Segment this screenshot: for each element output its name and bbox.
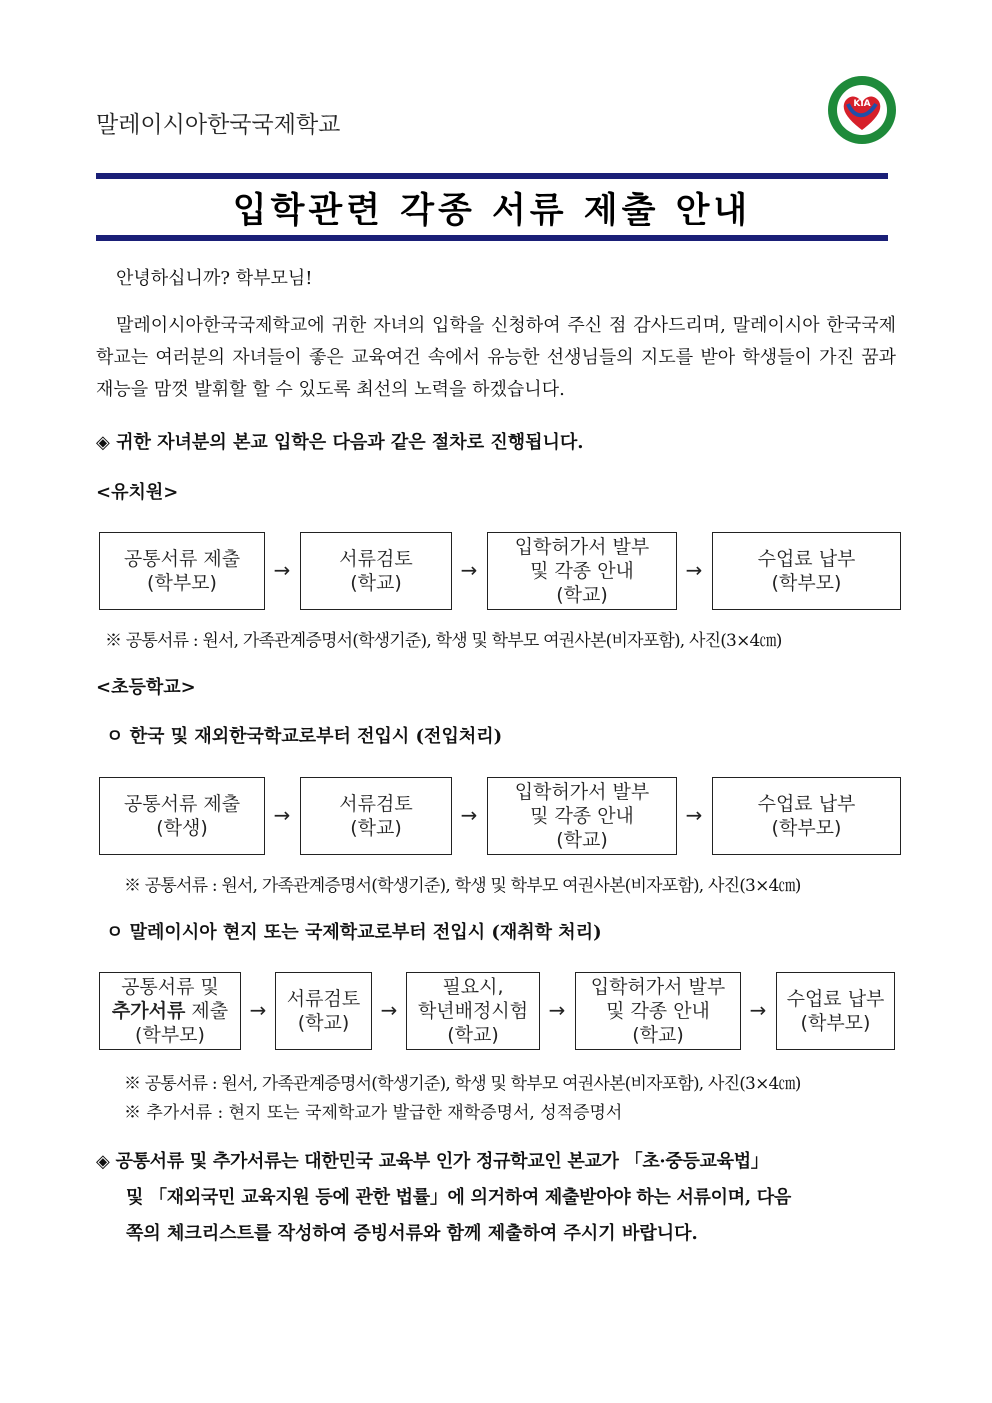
final-note-line1: ◈ 공통서류 및 추가서류는 대한민국 교육부 인가 정규학교인 본교가 「초·중등교육법」 bbox=[96, 1151, 769, 1172]
kg-step-1-line1: 공통서류 제출 bbox=[123, 548, 241, 570]
arrow: → bbox=[749, 998, 767, 1022]
elem2-step-2-line1: 서류검토 bbox=[286, 988, 361, 1010]
page-title: 입학관련 각종 서류 제출 안내 bbox=[232, 191, 752, 231]
kg-step-1 bbox=[99, 532, 265, 610]
elem2-step-1-line3: (학부모) bbox=[135, 1024, 205, 1046]
arrow: → bbox=[685, 558, 703, 582]
elem1-step-2-line2: (학교) bbox=[350, 817, 402, 839]
arrow: → bbox=[460, 803, 478, 827]
arrow: → bbox=[460, 558, 478, 582]
elem2-step-5-line2: (학부모) bbox=[800, 1012, 871, 1034]
elem1-step-4 bbox=[712, 777, 901, 855]
arrow: → bbox=[548, 998, 566, 1022]
kg-step-4 bbox=[712, 532, 901, 610]
elem2-step-4 bbox=[575, 972, 741, 1050]
kg-step-3-line3: (학교) bbox=[556, 584, 608, 606]
elem2-step-1 bbox=[99, 972, 241, 1050]
arrow: → bbox=[273, 558, 291, 582]
elem1-step-3 bbox=[487, 777, 677, 855]
kg-note: ※ 공통서류 : 원서, 가족관계증명서(학생기준), 학생 및 학부모 여권사본(비자포함), 사진(3×4㎝) bbox=[105, 631, 782, 651]
elem1-note: ※ 공통서류 : 원서, 가족관계증명서(학생기준), 학생 및 학부모 여권사본(비자포함), 사진(3×4㎝) bbox=[124, 876, 801, 896]
arrow: → bbox=[273, 803, 291, 827]
elem1-step-2 bbox=[300, 777, 452, 855]
elem2-step-3-line3: (학교) bbox=[447, 1024, 499, 1046]
kg-step-2-line2: (학교) bbox=[350, 572, 402, 594]
elem2-step-1-line1: 공통서류 및 bbox=[121, 976, 219, 998]
elem2-step-4-line2: 및 각종 안내 bbox=[606, 1000, 710, 1022]
extra-docs-emphasis: 추가서류 bbox=[111, 1000, 186, 1022]
arrow: → bbox=[380, 998, 398, 1022]
elem1-step-1 bbox=[99, 777, 265, 855]
school-name: 말레이시아한국국제학교 bbox=[96, 112, 341, 138]
elem1-step-1-line1: 공통서류 제출 bbox=[123, 793, 241, 815]
greeting: 안녕하십니까? 학부모님! bbox=[116, 268, 313, 289]
school-logo bbox=[826, 74, 898, 146]
kg-step-4-line2: (학부모) bbox=[771, 572, 842, 594]
kg-step-2-line1: 서류검토 bbox=[339, 548, 413, 570]
arrow: → bbox=[249, 998, 267, 1022]
elem2-step-5-line1: 수업료 납부 bbox=[786, 988, 885, 1010]
kg-step-4-line1: 수업료 납부 bbox=[757, 548, 856, 570]
title-rule-bottom bbox=[96, 235, 888, 241]
arrow: → bbox=[685, 803, 703, 827]
elem1-step-3-line3: (학교) bbox=[556, 829, 608, 851]
elem2-note-common: ※ 공통서류 : 원서, 가족관계증명서(학생기준), 학생 및 학부모 여권사본(비자포함), 사진(3×4㎝) bbox=[124, 1074, 801, 1094]
elem2-step-1-line2 bbox=[112, 999, 228, 1023]
elem1-step-3-line2: 및 각종 안내 bbox=[530, 805, 634, 827]
submit-text: 제출 bbox=[185, 1000, 229, 1022]
logo-mark: KIA bbox=[853, 99, 871, 109]
elem1-step-4-line2: (학부모) bbox=[771, 817, 842, 839]
kg-step-3 bbox=[487, 532, 677, 610]
elem1-step-4-line1: 수업료 납부 bbox=[757, 793, 856, 815]
kg-step-3-line1: 입학허가서 발부 bbox=[514, 536, 650, 558]
elem2-step-3-line2: 학년배정시험 bbox=[417, 1000, 529, 1022]
elem2-step-3-line1: 필요시, bbox=[442, 976, 504, 998]
kindergarten-label: <유치원> bbox=[96, 482, 179, 503]
elem2-step-4-line3: (학교) bbox=[632, 1024, 684, 1046]
procedure-heading: ◈ 귀한 자녀분의 본교 입학은 다음과 같은 절차로 진행됩니다. bbox=[96, 432, 584, 453]
elem2-step-3 bbox=[406, 972, 540, 1050]
elem1-step-2-line1: 서류검토 bbox=[339, 793, 413, 815]
elem-case2-heading: ㅇ 말레이시아 현지 또는 국제학교로부터 전입시 (재취학 처리) bbox=[106, 922, 602, 943]
elem2-step-2 bbox=[275, 972, 372, 1050]
final-note-line2: 및 「재외국민 교육지원 등에 관한 법률」에 의거하여 제출받아야 하는 서류이며, 다음 bbox=[126, 1187, 791, 1208]
elem2-step-4-line1: 입학허가서 발부 bbox=[590, 976, 726, 998]
final-note-line3: 쪽의 체크리스트를 작성하여 증빙서류와 함께 제출하여 주시기 바랍니다. bbox=[126, 1223, 698, 1244]
final-note bbox=[96, 1144, 896, 1252]
elementary-label: <초등학교> bbox=[96, 677, 196, 698]
intro-paragraph: 말레이시아한국국제학교에 귀한 자녀의 입학을 신청하여 주신 점 감사드리며, 말레이시아 한국국제학교는 여러분의 자녀들이 좋은 교육여건 속에서 유능한 선생님들의 지도를 받아 학생들이 가진 꿈과 재능을 맘껏 발휘할 할 수 있도록 최선의 노력을 하겠습니다. bbox=[96, 315, 896, 400]
kg-step-1-line2: (학부모) bbox=[147, 572, 217, 594]
elem-case1-heading: ㅇ 한국 및 재외한국학교로부터 전입시 (전입처리) bbox=[106, 726, 503, 747]
title-rule-top bbox=[96, 173, 888, 179]
kg-step-3-line2: 및 각종 안내 bbox=[530, 560, 634, 582]
elem2-step-5 bbox=[776, 972, 895, 1050]
elem2-note-extra: ※ 추가서류 : 현지 또는 국제학교가 발급한 재학증명서, 성적증명서 bbox=[124, 1103, 623, 1123]
elem1-step-3-line1: 입학허가서 발부 bbox=[514, 781, 650, 803]
kg-step-2 bbox=[300, 532, 452, 610]
elem2-step-2-line2: (학교) bbox=[297, 1012, 350, 1034]
elem1-step-1-line2: (학생) bbox=[156, 817, 208, 839]
